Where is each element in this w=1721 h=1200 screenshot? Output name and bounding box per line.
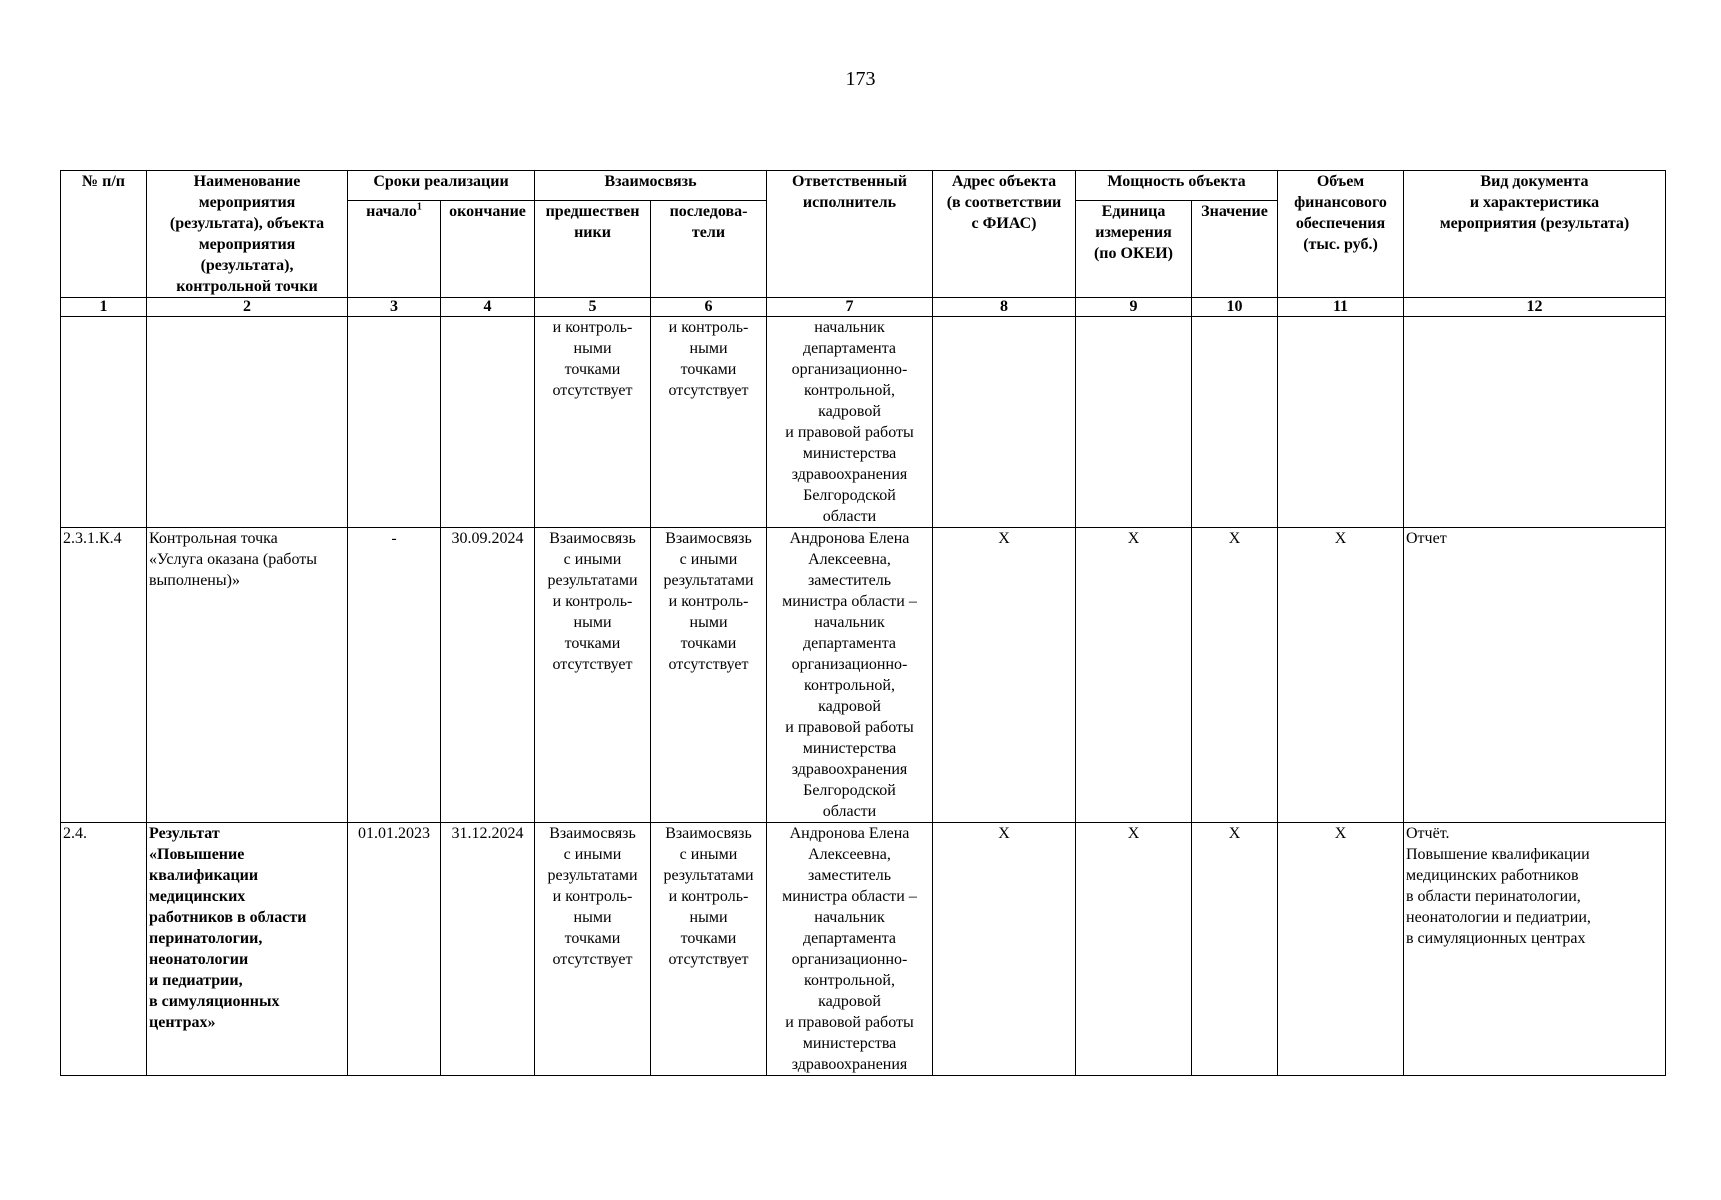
cell-address: X	[933, 528, 1076, 823]
header-start	[348, 201, 441, 298]
cell-start: -	[348, 528, 441, 823]
cell-successors: Взаимосвязь с иными результатами и контроль- ными точками отсутствует	[651, 823, 767, 1076]
column-number: 5	[535, 298, 651, 317]
cell-num	[61, 317, 147, 528]
cell-value: X	[1192, 528, 1278, 823]
cell-predecessors: Взаимосвязь с иными результатами и контроль- ными точками отсутствует	[535, 823, 651, 1076]
cell-unit: X	[1076, 823, 1192, 1076]
column-number-row	[61, 298, 1666, 317]
cell-num: 2.4.	[61, 823, 147, 1076]
cell-successors: и контроль- ными точками отсутствует	[651, 317, 767, 528]
header-responsible: Ответственный исполнитель	[767, 171, 933, 298]
cell-value: X	[1192, 823, 1278, 1076]
page-number: 173	[845, 68, 876, 90]
header-doc-type: Вид документа и характеристика мероприятия (результата)	[1404, 171, 1666, 298]
column-number: 10	[1192, 298, 1278, 317]
cell-unit	[1076, 317, 1192, 528]
cell-address: X	[933, 823, 1076, 1076]
header-num: № п/п	[61, 171, 147, 298]
table-row	[61, 823, 1666, 1076]
column-number: 6	[651, 298, 767, 317]
column-number: 7	[767, 298, 933, 317]
cell-end: 31.12.2024	[441, 823, 535, 1076]
plan-table	[60, 170, 1666, 1076]
cell-responsible: Андронова Елена Алексеевна, заместитель министра области – начальник департамента организационно- контрольной, кадровой и правовой работы министерства здравоохранения Белгородской области	[767, 528, 933, 823]
cell-predecessors: и контроль- ными точками отсутствует	[535, 317, 651, 528]
cell-responsible: Андронова Елена Алексеевна, заместитель министра области – начальник департамента организационно- контрольной, кадровой и правовой работы министерства здравоохранения	[767, 823, 933, 1076]
cell-successors: Взаимосвязь с иными результатами и контроль- ными точками отсутствует	[651, 528, 767, 823]
header-relation: Взаимосвязь	[535, 171, 767, 201]
cell-end: 30.09.2024	[441, 528, 535, 823]
table-row	[61, 317, 1666, 528]
cell-doc-type: Отчёт. Повышение квалификации медицинских работников в области перинатологии, неонатологии и педиатрии, в симуляционных центрах	[1404, 823, 1666, 1076]
header-capacity: Мощность объекта	[1076, 171, 1278, 201]
cell-address	[933, 317, 1076, 528]
header-successors: последова- тели	[651, 201, 767, 298]
column-number: 4	[441, 298, 535, 317]
column-number: 11	[1278, 298, 1404, 317]
column-number: 2	[147, 298, 348, 317]
cell-name	[147, 317, 348, 528]
header-unit: Единица измерения (по ОКЕИ)	[1076, 201, 1192, 298]
header-start-label: начало	[366, 203, 417, 220]
header-predecessors: предшествен ники	[535, 201, 651, 298]
column-number: 1	[61, 298, 147, 317]
cell-funding: X	[1278, 823, 1404, 1076]
cell-doc-type	[1404, 317, 1666, 528]
column-number: 12	[1404, 298, 1666, 317]
footnote-marker: 1	[416, 201, 422, 213]
cell-name: Результат «Повышение квалификации медицинских работников в области перинатологии, неонатологии и педиатрии, в симуляционных центрах»	[147, 823, 348, 1076]
cell-predecessors: Взаимосвязь с иными результатами и контроль- ными точками отсутствует	[535, 528, 651, 823]
header-row-1	[61, 171, 1666, 201]
cell-end	[441, 317, 535, 528]
cell-num: 2.3.1.К.4	[61, 528, 147, 823]
header-value: Значение	[1192, 201, 1278, 298]
header-name: Наименование мероприятия (результата), объекта мероприятия (результата), контрольной точки	[147, 171, 348, 298]
cell-funding: X	[1278, 528, 1404, 823]
column-number: 3	[348, 298, 441, 317]
cell-start	[348, 317, 441, 528]
cell-value	[1192, 317, 1278, 528]
cell-funding	[1278, 317, 1404, 528]
cell-start: 01.01.2023	[348, 823, 441, 1076]
column-number: 8	[933, 298, 1076, 317]
table-row	[61, 528, 1666, 823]
header-period: Сроки реализации	[348, 171, 535, 201]
cell-name: Контрольная точка «Услуга оказана (работы выполнены)»	[147, 528, 348, 823]
column-number: 9	[1076, 298, 1192, 317]
cell-unit: X	[1076, 528, 1192, 823]
header-address: Адрес объекта (в соответствии с ФИАС)	[933, 171, 1076, 298]
cell-responsible: начальник департамента организационно- контрольной, кадровой и правовой работы министерства здравоохранения Белгородской области	[767, 317, 933, 528]
header-funding: Объем финансового обеспечения (тыс. руб.)	[1278, 171, 1404, 298]
header-end: окончание	[441, 201, 535, 298]
cell-doc-type: Отчет	[1404, 528, 1666, 823]
